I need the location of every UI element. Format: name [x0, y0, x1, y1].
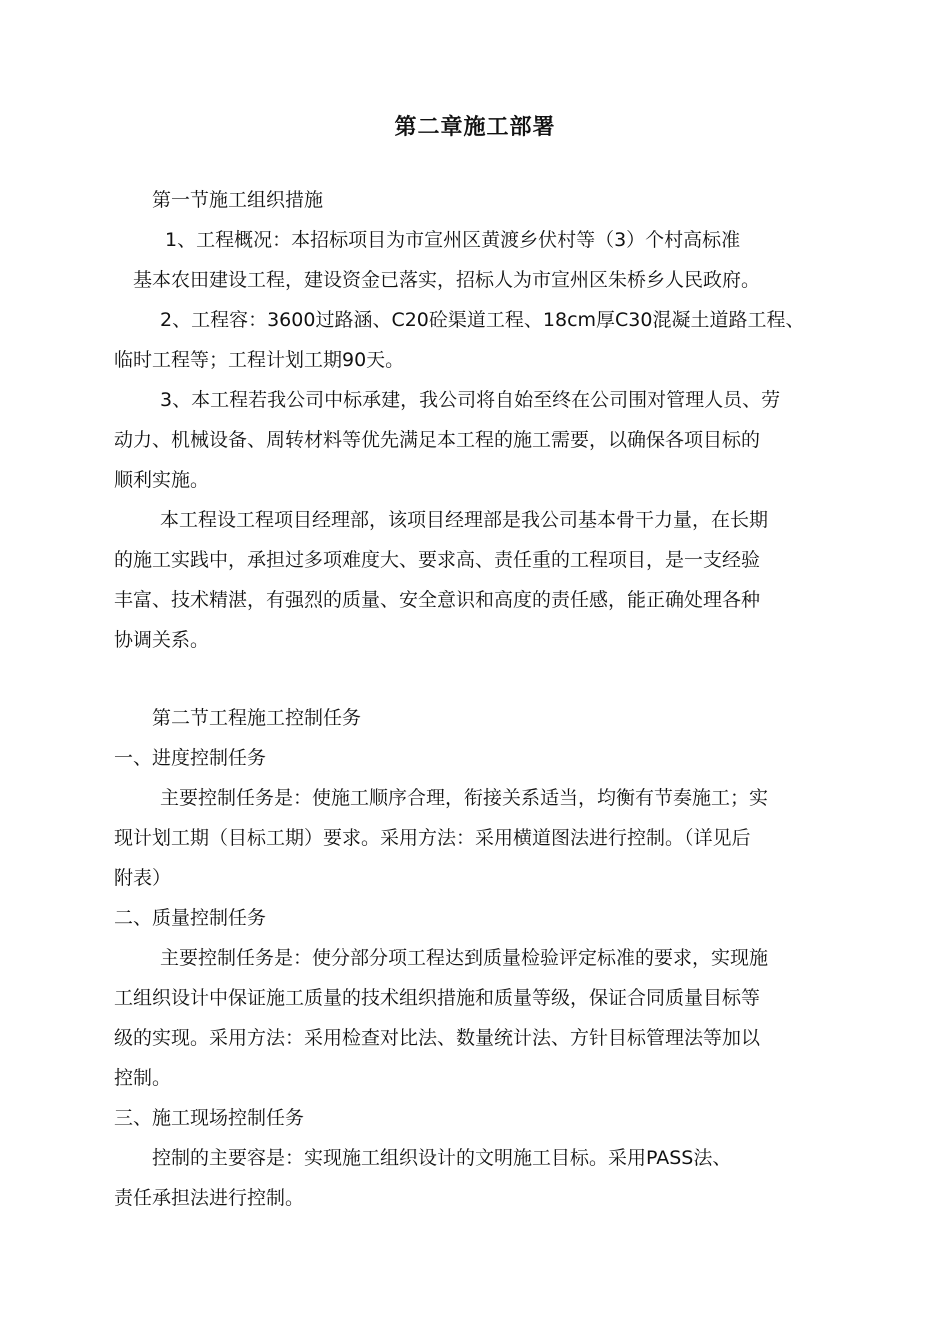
- paragraph-line: 临时工程等；工程计划工期90天。: [114, 349, 405, 371]
- section1-heading: 第一节施工组织措施: [152, 189, 324, 211]
- paragraph-line: 工组织设计中保证施工质量的技术组织措施和质量等级，保证合同质量目标等: [114, 987, 761, 1009]
- paragraph-line: 丰富、技术精湛，有强烈的质量、安全意识和高度的责任感，能正确处理各种: [114, 589, 761, 611]
- paragraph-line: 本工程设工程项目经理部，该项目经理部是我公司基本骨干力量，在长期: [160, 509, 769, 531]
- paragraph-line: 1、工程概况：本招标项目为市宣州区黄渡乡伏村等（3）个村高标准: [165, 229, 741, 251]
- paragraph-line: 主要控制任务是：使分部分项工程达到质量检验评定标准的要求，实现施: [160, 947, 769, 969]
- paragraph-line: 的施工实践中，承担过多项难度大、要求高、责任重的工程项目，是一支经验: [114, 549, 761, 571]
- paragraph-line: 级的实现。采用方法：采用检查对比法、数量统计法、方针目标管理法等加以: [114, 1027, 761, 1049]
- paragraph-line: 顺利实施。: [114, 469, 210, 491]
- subsection-heading: 一、进度控制任务: [114, 747, 267, 769]
- paragraph-line: 附表）: [114, 867, 172, 889]
- subsection-heading: 三、施工现场控制任务: [114, 1107, 305, 1129]
- section2-heading: 第二节工程施工控制任务: [152, 707, 362, 729]
- paragraph-line: 动力、机械设备、周转材料等优先满足本工程的施工需要，以确保各项目标的: [114, 429, 761, 451]
- paragraph-line: 控制的主要容是：实现施工组织设计的文明施工目标。采用PASS法、: [152, 1147, 732, 1169]
- paragraph-line: 责任承担法进行控制。: [114, 1187, 305, 1209]
- paragraph-line: 3、本工程若我公司中标承建，我公司将自始至终在公司围对管理人员、劳: [160, 389, 781, 411]
- paragraph-line: 协调关系。: [114, 629, 210, 651]
- subsection-heading: 二、质量控制任务: [114, 907, 267, 929]
- paragraph-line: 基本农田建设工程，建设资金已落实，招标人为市宣州区朱桥乡人民政府。: [133, 269, 761, 291]
- paragraph-line: 控制。: [114, 1067, 172, 1089]
- paragraph-line: 现计划工期（目标工期）要求。采用方法：采用横道图法进行控制。（详见后: [114, 827, 751, 849]
- paragraph-line: 主要控制任务是：使施工顺序合理，衔接关系适当，均衡有节奏施工；实: [160, 787, 769, 809]
- chapter-title: 第二章施工部署: [394, 115, 556, 140]
- paragraph-line: 2、工程容：3600过路涵、C20砼渠道工程、18cm厚C30混凝土道路工程、: [160, 309, 805, 331]
